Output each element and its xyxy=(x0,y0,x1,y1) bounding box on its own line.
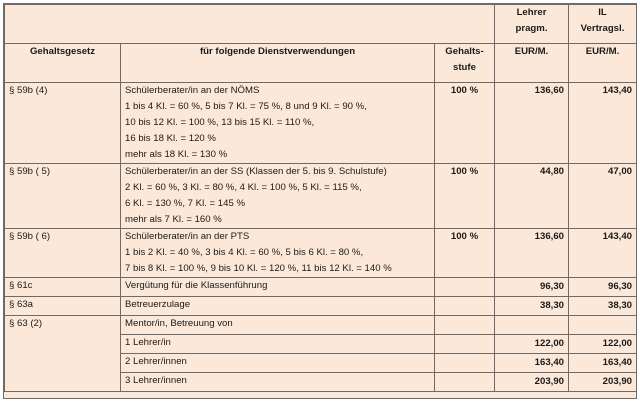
use-line: 7 bis 8 Kl. = 100 %, 9 bis 10 Kl. = 120 %, 11 bis 12 Kl. = 140 % xyxy=(125,263,392,274)
use-line: 1 bis 2 Kl. = 40 %, 3 bis 4 Kl. = 60 %, 5 bis 6 Kl. = 80 %, xyxy=(125,247,364,258)
use-cell xyxy=(121,83,435,164)
il-amount: 47,00 xyxy=(569,164,637,229)
law-cell: § 59b ( 5) xyxy=(5,164,121,229)
lehrer-amount: 122,00 xyxy=(495,335,569,354)
lehrer-amount: 203,90 xyxy=(495,373,569,392)
use-cell: 2 Lehrer/innen xyxy=(121,354,435,373)
header-il-line1: IL xyxy=(598,7,607,18)
il-amount: 143,40 xyxy=(569,83,637,164)
table-row xyxy=(5,297,637,316)
use-line: mehr als 7 Kl. = 160 % xyxy=(125,214,222,225)
header-lehrer-unit: EUR/M. xyxy=(495,44,569,83)
header-lehrer-cell xyxy=(495,5,569,44)
table-row xyxy=(5,229,637,278)
stage-cell xyxy=(435,354,495,373)
stage-cell xyxy=(435,335,495,354)
il-amount: 143,40 xyxy=(569,229,637,278)
il-amount: 203,90 xyxy=(569,373,637,392)
header-lehrer-line1: Lehrer xyxy=(516,7,547,18)
use-line: 2 Kl. = 60 %, 3 Kl. = 80 %, 4 Kl. = 100 %, 5 Kl. = 115 %, xyxy=(125,182,362,193)
il-amount: 163,40 xyxy=(569,354,637,373)
il-amount: 96,30 xyxy=(569,278,637,297)
header-stage-line1: Gehalts- xyxy=(445,46,484,57)
use-line: 1 bis 4 Kl. = 60 %, 5 bis 7 Kl. = 75 %, 8 und 9 Kl. = 90 %, xyxy=(125,101,367,112)
law-cell: § 59b ( 6) xyxy=(5,229,121,278)
use-line: 10 bis 12 Kl. = 100 %, 13 bis 15 Kl. = 110 %, xyxy=(125,117,315,128)
law-cell: § 61c xyxy=(5,278,121,297)
law-cell: § 59b (4) xyxy=(5,83,121,164)
use-line: Schülerberater/in an der PTS xyxy=(125,231,250,242)
table-row xyxy=(5,278,637,297)
use-line: 6 Kl. = 130 %, 7 Kl. = 145 % xyxy=(125,198,245,209)
stage-cell xyxy=(435,373,495,392)
use-cell: Vergütung für die Klassenführung xyxy=(121,278,435,297)
law-cell: § 63a xyxy=(5,297,121,316)
header-lehrer-line2: pragm. xyxy=(515,23,548,34)
lehrer-amount: 163,40 xyxy=(495,354,569,373)
use-line: mehr als 18 Kl. = 130 % xyxy=(125,149,228,160)
stage-cell xyxy=(435,278,495,297)
use-cell: 1 Lehrer/in xyxy=(121,335,435,354)
use-line: Schülerberater/in an der NÖMS xyxy=(125,85,260,96)
use-cell: 3 Lehrer/innen xyxy=(121,373,435,392)
lehrer-amount: 38,30 xyxy=(495,297,569,316)
stage-cell xyxy=(435,297,495,316)
table-row xyxy=(5,164,637,229)
use-cell: Betreuerzulage xyxy=(121,297,435,316)
header-use: für folgende Dienstverwendungen xyxy=(121,44,435,83)
lehrer-amount: 44,80 xyxy=(495,164,569,229)
law-cell: § 63 (2) xyxy=(5,316,121,392)
stage-cell: 100 % xyxy=(435,164,495,229)
use-line: Schülerberater/in an der SS (Klassen der 5. bis 9. Schulstufe) xyxy=(125,166,387,177)
header-stage-line2: stufe xyxy=(453,62,476,73)
use-cell xyxy=(121,164,435,229)
use-cell: Mentor/in, Betreuung von xyxy=(121,316,435,335)
il-amount: 122,00 xyxy=(569,335,637,354)
stage-cell: 100 % xyxy=(435,83,495,164)
table-row xyxy=(5,83,637,164)
header-row-top xyxy=(5,5,637,44)
salary-table xyxy=(4,4,637,392)
il-amount: 38,30 xyxy=(569,297,637,316)
header-blank-cell xyxy=(5,5,495,44)
header-il-unit: EUR/M. xyxy=(569,44,637,83)
stage-cell: 100 % xyxy=(435,229,495,278)
use-line: 16 bis 18 Kl. = 120 % xyxy=(125,133,216,144)
header-stage xyxy=(435,44,495,83)
lehrer-amount xyxy=(495,316,569,335)
salary-table-panel xyxy=(3,3,637,399)
table-row xyxy=(5,316,637,335)
header-law: Gehaltsgesetz xyxy=(5,44,121,83)
header-row-bottom xyxy=(5,44,637,83)
lehrer-amount: 136,60 xyxy=(495,229,569,278)
header-il-cell xyxy=(569,5,637,44)
il-amount xyxy=(569,316,637,335)
lehrer-amount: 96,30 xyxy=(495,278,569,297)
header-il-line2: Vertragsl. xyxy=(580,23,625,34)
use-cell xyxy=(121,229,435,278)
stage-cell xyxy=(435,316,495,335)
lehrer-amount: 136,60 xyxy=(495,83,569,164)
